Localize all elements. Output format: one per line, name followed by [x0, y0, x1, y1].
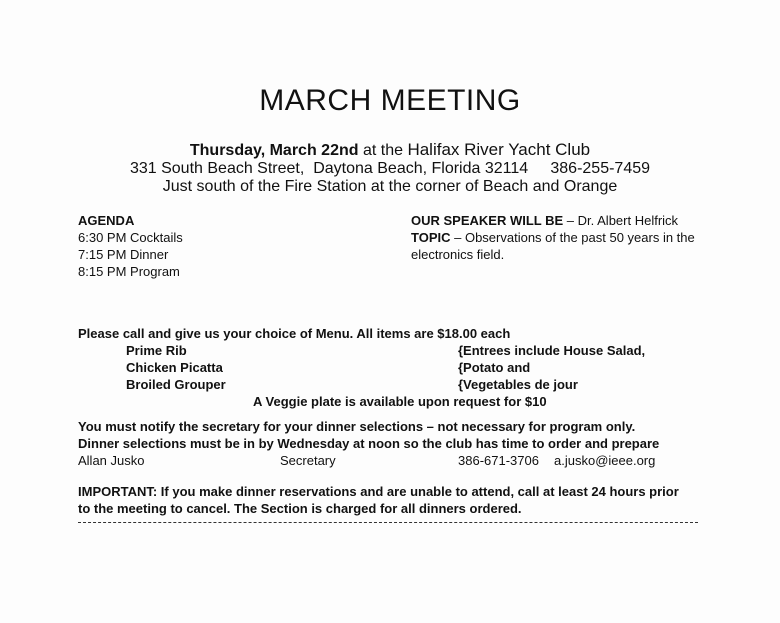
contact-name: Allan Jusko	[78, 453, 145, 468]
agenda-item: 7:15 PM Dinner	[78, 247, 169, 262]
agenda-item: 6:30 PM Cocktails	[78, 230, 183, 245]
menu-row	[78, 359, 718, 376]
important-notice	[78, 483, 718, 517]
menu-row	[78, 376, 718, 393]
at-text: at the	[358, 142, 408, 159]
agenda-item: 8:15 PM Program	[78, 264, 180, 279]
venue-address: 331 South Beach Street, Daytona Beach, Florida 32114 386-255-7459	[129, 160, 651, 177]
topic-label: TOPIC	[411, 230, 451, 245]
meeting-date: Thursday, March 22nd	[189, 142, 359, 159]
menu-note: {Vegetables de jour	[458, 377, 578, 392]
menu-row	[78, 342, 718, 359]
menu-item: Broiled Grouper	[126, 377, 226, 392]
veggie-note: A Veggie plate is available upon request for $10	[253, 394, 547, 409]
meeting-date-venue-line	[0, 140, 780, 160]
secretary-contact	[78, 452, 718, 469]
menu-note: {Entrees include House Salad,	[458, 343, 646, 358]
notify-section	[78, 418, 718, 469]
menu-note: {Potato and	[458, 360, 531, 375]
important-line: to the meeting to cancel. The Section is charged for all dinners ordered.	[78, 501, 522, 516]
page-title: MARCH MEETING	[259, 84, 521, 117]
contact-role: Secretary	[280, 453, 336, 468]
contact-phone: 386-671-3706	[458, 453, 539, 468]
menu-item: Prime Rib	[126, 343, 187, 358]
menu-section	[78, 325, 718, 410]
notify-line: Dinner selections must be in by Wednesday at noon so the club has time to order and prepare	[78, 436, 660, 451]
venue-directions: Just south of the Fire Station at the corner of Beach and Orange	[162, 178, 618, 195]
menu-item: Chicken Picatta	[126, 360, 223, 375]
important-line: IMPORTANT: If you make dinner reservations and are unable to attend, call at least 24 hours prior	[78, 484, 679, 499]
menu-row	[78, 393, 718, 410]
menu-intro: Please call and give us your choice of Menu. All items are $18.00 each	[78, 326, 511, 341]
notify-line: You must notify the secretary for your dinner selections – not necessary for program only.	[78, 419, 636, 434]
agenda-section	[78, 212, 328, 280]
speaker-label: OUR SPEAKER WILL BE	[411, 213, 564, 228]
speaker-name: – Dr. Albert Helfrick	[563, 213, 679, 228]
speaker-section	[411, 212, 711, 263]
agenda-heading: AGENDA	[78, 213, 135, 228]
topic-text: – Observations of the past 50 years in the electronics field.	[411, 230, 695, 262]
venue-name: Halifax River Yacht Club	[407, 140, 591, 159]
contact-email: a.jusko@ieee.org	[554, 453, 656, 468]
cut-line-divider	[78, 522, 698, 523]
